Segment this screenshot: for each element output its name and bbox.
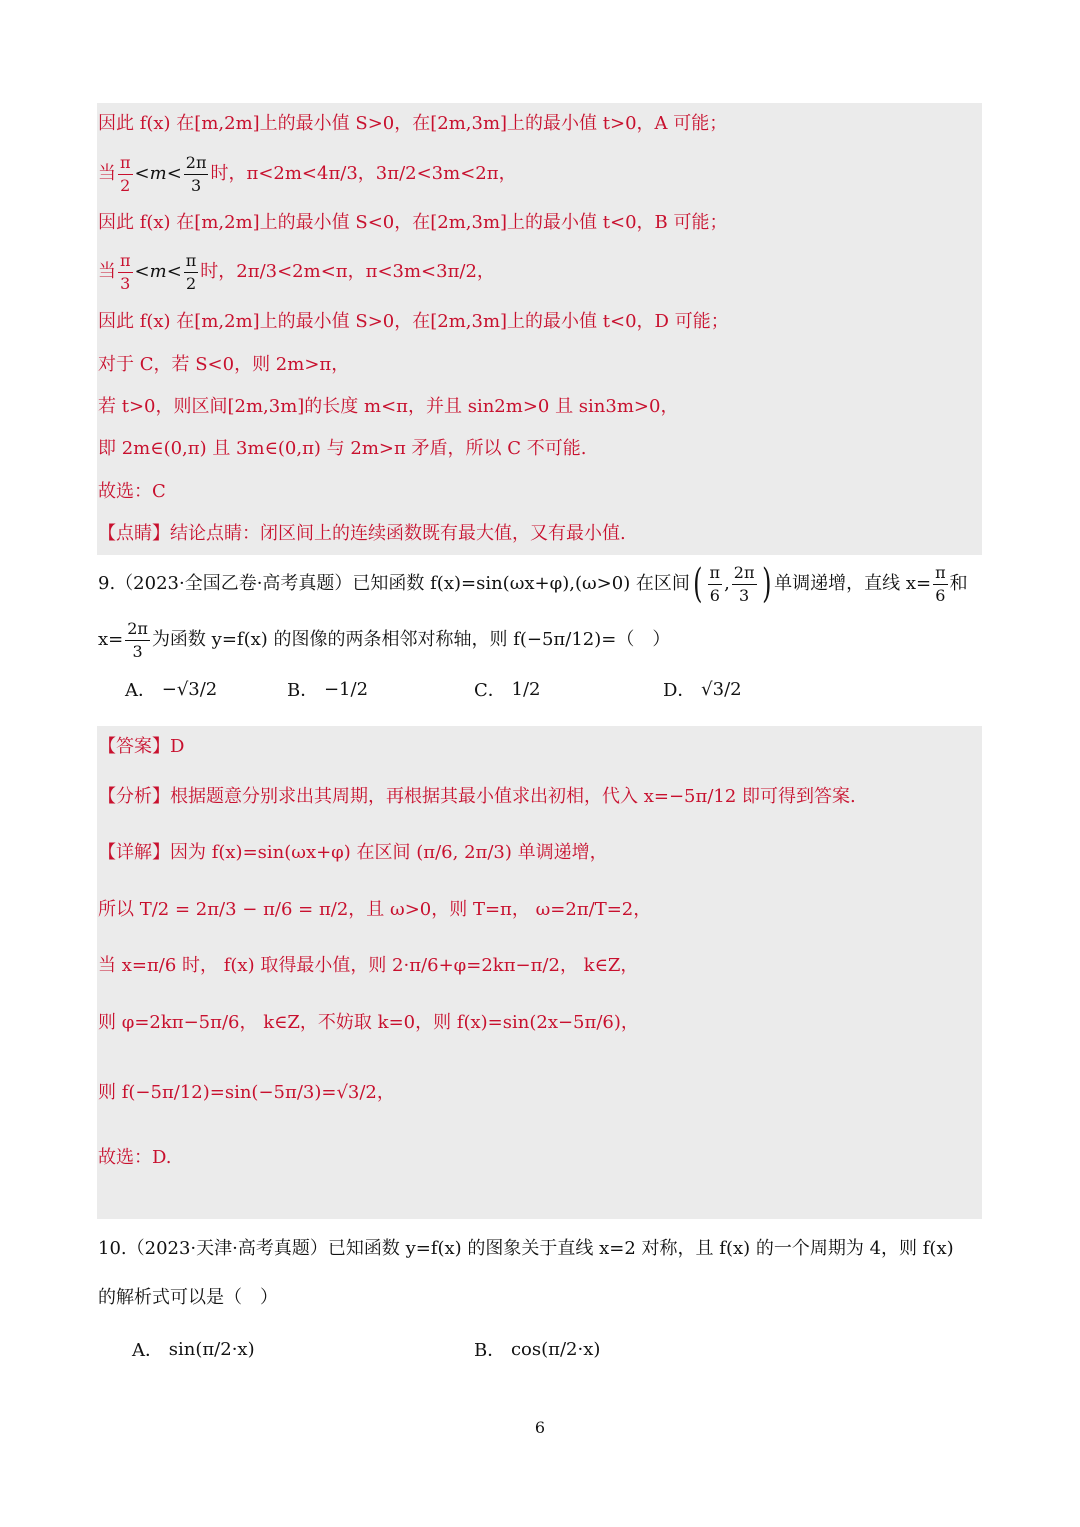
solution-line-4: 当 $\frac{\pi}{3}$ <m< $\frac{\pi}{2}$ 时，2π/3<2m<π，π<3m<3π/2， (98, 250, 495, 293)
solution-line-5: 因此 f(x) 在[m,2m]上的最小值 S>0，在[2m,3m]上的最小值 t<0，D 可能； (98, 311, 729, 332)
q10-stem-line-2: 的解析式可以是（ ） (98, 1287, 278, 1308)
q9-option-d[interactable]: D． √3/2 (663, 678, 742, 701)
page-number: 6 (534, 1418, 546, 1437)
q9-detail-4: 则 φ=2kπ−5π/6， k∈Z，不妨取 k=0，则 f(x)=sin(2x−5π/6)， (98, 1012, 639, 1033)
q10-stem-line-1: 10.（2023·天津·高考真题）已知函数 y=f(x) 的图象关于直线 x=2 对称，且 f(x) 的一个周期为 4，则 f(x) (98, 1238, 954, 1259)
solution-line-10: 【点睛】结论点睛：闭区间上的连续函数既有最大值，又有最小值. (98, 523, 626, 544)
q9-detail-3: 当 x=π/6 时， f(x) 取得最小值，则 2·π/6+φ=2kπ−π/2， k∈Z， (98, 955, 639, 976)
solution-line-1: 因此 f(x) 在[m,2m]上的最小值 S>0，在[2m,3m]上的最小值 t>0，A 可能； (98, 113, 728, 134)
q10-option-a[interactable]: A． sin(π/2·x) (132, 1338, 255, 1361)
solution-line-6: 对于 C，若 S<0，则 2m>π， (98, 354, 350, 375)
solution-line-3: 因此 f(x) 在[m,2m]上的最小值 S<0，在[2m,3m]上的最小值 t<0，B 可能； (98, 212, 728, 233)
q9-stem-line-2: x= $\frac{2\pi}{3}$ 为函数 y=f(x) 的图像的两条相邻对称轴，则 f(−5π/12)=（ ） (98, 618, 671, 661)
q9-analysis: 【分析】根据题意分别求出其周期，再根据其最小值求出初相，代入 x=−5π/12 即可得到答案. (98, 786, 856, 807)
q9-option-a[interactable]: A． −√3/2 (125, 678, 218, 701)
q9-detail-1: 【详解】因为 f(x)=sin(ωx+φ) 在区间 (π/6, 2π/3) 单调递增， (98, 842, 608, 863)
solution-line-2: 当 $\frac{\pi}{2}$ <m< $\frac{2\pi}{3}$ 时，π<2m<4π/3，3π/2<3m<2π， (98, 152, 517, 195)
q9-answer: 【答案】D (98, 736, 185, 757)
solution-line-8: 即 2m∈(0,π) 且 3m∈(0,π) 与 2m>π 矛盾，所以 C 不可能. (98, 438, 587, 459)
q9-stem-line-1: 9.（2023·全国乙卷·高考真题）已知函数 f(x)=sin(ωx+φ),(ω>0) 在区间 ( $\frac{\pi}{6}$ , $\frac{2\pi}{3}$ ) 单调递增，直线 x= $\frac{\pi}{6}$ 和 (98, 561, 968, 607)
q9-option-b[interactable]: B． −1/2 (287, 678, 369, 701)
q9-detail-5: 则 f(−5π/12)=sin(−5π/3)=√3/2， (98, 1082, 395, 1103)
q9-detail-2: 所以 T/2 = 2π/3 − π/6 = π/2，且 ω>0，则 T=π， ω=2π/T=2， (98, 899, 652, 920)
solution-line-7: 若 t>0，则区间[2m,3m]的长度 m<π，并且 sin2m>0 且 sin3m>0， (98, 396, 679, 417)
solution-line-9: 故选：C (98, 481, 166, 502)
q9-option-c[interactable]: C． 1/2 (474, 678, 541, 701)
q9-detail-6: 故选：D. (98, 1147, 172, 1168)
q10-option-b[interactable]: B． cos(π/2·x) (474, 1338, 601, 1361)
